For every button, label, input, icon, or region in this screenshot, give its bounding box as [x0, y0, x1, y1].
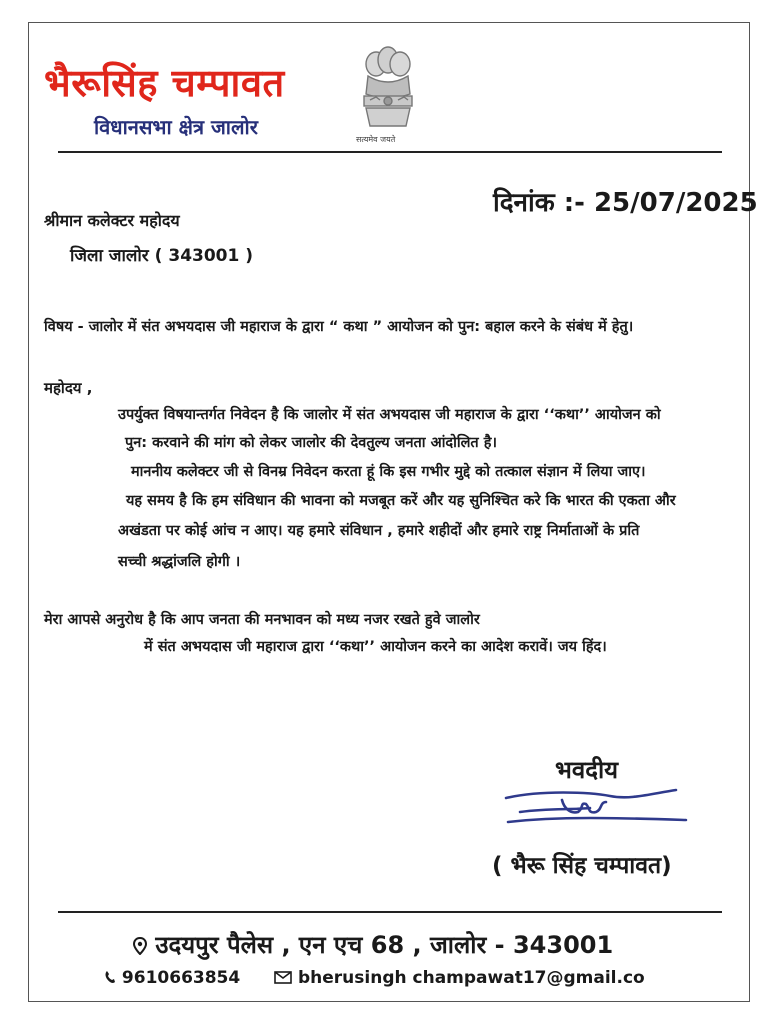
body-line: माननीय कलेक्टर जी से विनम्र निवेदन करता हूं कि इस गभीर मुद्दे को तत्काल संज्ञान में लिया जाए।: [131, 464, 646, 480]
header-divider: [58, 151, 722, 153]
footer-phone: 9610663854: [121, 968, 241, 988]
closing-line: मेरा आपसे अनुरोध है कि आप जनता की मनभावन को मध्य नजर रखते हुवे जालोर: [44, 612, 480, 628]
mail-icon: [274, 971, 292, 984]
letter-date: दिनांक :- 25/07/2025: [493, 188, 758, 218]
footer-divider: [58, 911, 722, 913]
footer-email: bherusingh champawat17@gmail.co: [297, 968, 645, 988]
body-line: यह समय है कि हम संविधान की भावना को मजबूत करें और यह सुनिश्चित करे कि भारत की एकता और: [126, 493, 676, 509]
subject-line: विषय - जालोर में संत अभयदास जी महाराज के द्वारा “ कथा ” आयोजन को पुन: बहाल करने के संबंध में हेतु।: [44, 319, 634, 335]
recipient-line-1: श्रीमान कलेक्टर महोदय: [44, 211, 180, 230]
signature-image: [500, 782, 690, 832]
national-emblem-icon: [352, 42, 424, 132]
body-line: पुन: करवाने की मांग को लेकर जालोर की देवतुल्य जनता आंदोलित है।: [125, 435, 497, 451]
salutation: महोदय ,: [44, 379, 93, 397]
location-pin-icon: [133, 937, 147, 955]
footer-address: [133, 928, 613, 961]
emblem-motto: सत्यमेव जयते: [356, 135, 396, 144]
phone-icon: [104, 970, 116, 984]
closing-line: में संत अभयदास जी महाराज द्वारा ‘‘कथा’’ आयोजन करने का आदेश करावें। जय हिंद।: [144, 639, 607, 655]
footer-contact: [104, 968, 645, 988]
body-line: सच्ची श्रद्धांजलि होगी ।: [118, 554, 241, 570]
body-line: उपर्युक्त विषयान्तर्गत निवेदन है कि जालोर में संत अभयदास जी महाराज के द्वारा ‘‘कथा’’ आयोजन को: [118, 407, 661, 423]
letterhead-constituency: विधानसभा क्षेत्र जालोर: [94, 115, 258, 139]
letterhead-name: भैरूसिंह चम्पावत: [44, 61, 285, 105]
recipient-line-2: जिला जालोर ( 343001 ): [70, 246, 254, 266]
signoff-bhavdiya: भवदीय: [555, 756, 619, 784]
body-line: अखंडता पर कोई आंच न आए। यह हमारे संविधान , हमारे शहीदों और हमारे राष्ट्र निर्माताओं के प्रति: [118, 523, 640, 539]
signoff-name: ( भैरू सिंह चम्पावत): [492, 853, 672, 879]
footer-address-text: उदयपुर पैलेस , एन एच 68 , जालोर - 343001: [155, 931, 614, 959]
